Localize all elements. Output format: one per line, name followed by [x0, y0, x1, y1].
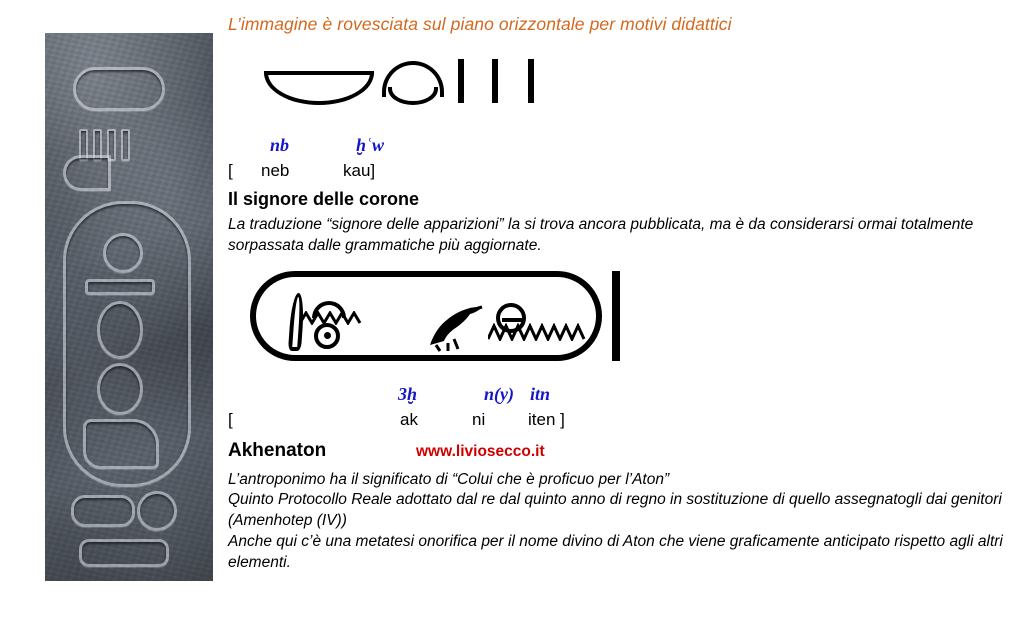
cartouche-row — [250, 271, 1008, 376]
content-column — [228, 0, 1008, 573]
translit-khau: ḫʿw — [356, 135, 385, 155]
falcon-bird-icon — [424, 299, 486, 353]
single-stroke-icon-1 — [458, 59, 464, 103]
name-row — [228, 440, 1008, 466]
photo-grain-overlay — [45, 33, 213, 581]
water-ripple-icon-2 — [488, 323, 586, 341]
site-url[interactable]: www.liviosecco.it — [416, 442, 545, 460]
sun-disc-icon — [314, 323, 340, 349]
khau-crown-icon — [382, 61, 444, 109]
phonetic-kau: kau] — [343, 161, 376, 180]
phonetic-row-1 — [228, 161, 1008, 185]
water-ripple-icon-1 — [300, 311, 362, 325]
transliteration-row-2 — [228, 384, 1008, 410]
translit-akh: 3ḫ — [398, 383, 418, 404]
hieroglyph-row-nb-khau — [246, 51, 1008, 129]
cartouche-outline — [250, 271, 602, 361]
heading-akhenaton: Akhenaton — [228, 439, 327, 461]
cartouche-end-bar — [612, 271, 620, 361]
translit-nb: nb — [270, 135, 290, 155]
explanation-line-1: L’antroponimo ha il significato di “Colui che è proficuo per l’Aton” — [228, 470, 670, 488]
translit-itn: itn — [530, 383, 551, 404]
single-stroke-icon-2 — [492, 59, 498, 103]
phonetic-open-bracket-1: [ — [228, 161, 233, 180]
phonetic-iten: iten ] — [528, 409, 565, 429]
phonetic-ak: ak — [400, 409, 418, 429]
explanation-line-3: Anche qui c’è una metatesi onorifica per il nome divino di Aton che viene graficamente anticipato rispetto agli altri elementi. — [228, 532, 1003, 571]
transliteration-row-1 — [228, 135, 1008, 161]
relief-photo — [45, 33, 213, 581]
single-stroke-icon-3 — [528, 59, 534, 103]
paragraph-traduzione: La traduzione “signore delle apparizioni” la si trova ancora pubblicata, ma è da considerarsi ormai totalmente sorpassata dalle grammatiche più aggiornate. — [228, 216, 974, 254]
heading-signore-delle-corone: Il signore delle corone — [228, 189, 420, 209]
phonetic-open-bracket-2: [ — [228, 409, 233, 429]
explanation-line-2: Quinto Protocollo Reale adottato dal re dal quinto anno di regno in sostituzione di quello assegnatogli dai genitori (Amenhotep (IV)) — [228, 491, 1002, 530]
phonetic-neb: neb — [261, 161, 290, 180]
phonetic-row-2 — [228, 410, 1008, 436]
explanation-block — [228, 470, 1008, 574]
translit-ny: n(y) — [484, 383, 514, 404]
nb-basket-icon — [264, 71, 374, 105]
top-note: L’immagine è rovesciata sul piano orizzontale per motivi didattici — [228, 14, 732, 34]
phonetic-ni: ni — [472, 409, 486, 429]
